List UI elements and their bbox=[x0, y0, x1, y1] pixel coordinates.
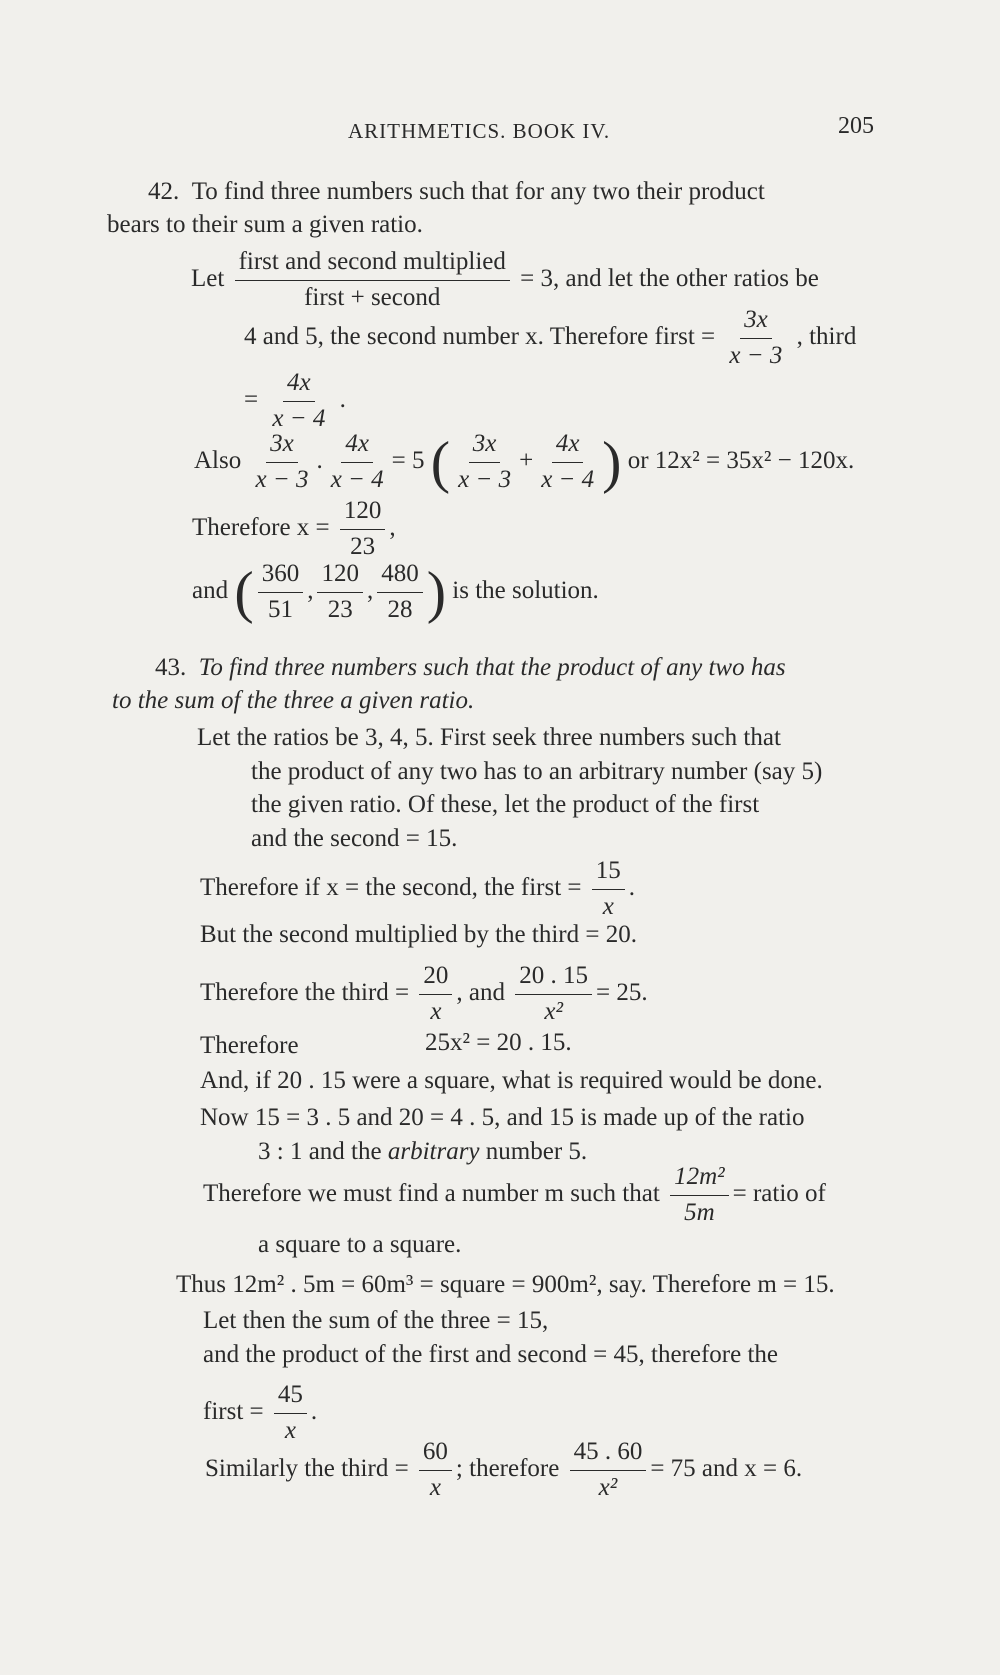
problem-43-line-5: the given ratio. Of these, let the product of the first bbox=[251, 791, 760, 818]
problem-43-line-2: to the sum of the three a given ratio. bbox=[112, 687, 475, 714]
period: . bbox=[628, 873, 636, 901]
period: . bbox=[310, 1397, 318, 1425]
text: Therefore bbox=[200, 1032, 299, 1059]
numerator: 120 bbox=[340, 497, 386, 530]
text: first = bbox=[203, 1397, 264, 1425]
denominator: x bbox=[429, 1473, 441, 1501]
problem-43-line-9 bbox=[200, 962, 648, 1027]
denominator: 28 bbox=[387, 595, 413, 623]
text: 4 and 5, the second number x. Therefore first = bbox=[244, 322, 716, 350]
plus-sign: + bbox=[519, 446, 534, 474]
problem-43-line-18: and the product of the first and second = 45, therefore the bbox=[203, 1341, 779, 1368]
comma: , bbox=[389, 513, 396, 541]
problem-number: 43. bbox=[155, 654, 187, 681]
denominator: 23 bbox=[350, 532, 376, 560]
denominator: first + second bbox=[304, 283, 441, 311]
denominator: x − 4 bbox=[330, 465, 384, 493]
problem-42-line-1 bbox=[148, 179, 765, 204]
problem-43-line-14 bbox=[203, 1163, 826, 1228]
left-paren: ( bbox=[234, 559, 254, 625]
problem-43-line-10 bbox=[200, 1033, 299, 1058]
problem-text: To find three numbers such that for any two their product bbox=[191, 178, 765, 205]
problem-42-solution-line: and ( $\frac{360}{51}$ , $\frac{120}{23}$ , $\frac{480}{28}$ ) is the solution. bbox=[192, 559, 599, 625]
problem-43-line-15: a square to a square. bbox=[258, 1231, 462, 1258]
fraction bbox=[570, 1438, 647, 1503]
fraction bbox=[454, 430, 515, 495]
problem-43-line-8: But the second multiplied by the third = 20. bbox=[200, 921, 637, 948]
text: ; therefore bbox=[455, 1454, 560, 1482]
text: number 5. bbox=[485, 1138, 588, 1165]
fraction bbox=[274, 1381, 307, 1446]
problem-42-line-2: bears to their sum a given ratio. bbox=[107, 211, 423, 238]
problem-43-line-6: and the second = 15. bbox=[251, 825, 458, 852]
period: . bbox=[339, 385, 346, 413]
italic-text: arbitrary bbox=[387, 1138, 480, 1165]
numerator: 3x bbox=[740, 306, 772, 339]
right-paren: ) bbox=[426, 559, 447, 625]
text-and: and bbox=[192, 576, 229, 604]
denominator: x − 4 bbox=[272, 404, 326, 432]
numerator: 3x bbox=[469, 430, 501, 463]
text: , third bbox=[796, 322, 857, 350]
fraction bbox=[377, 560, 423, 625]
fraction bbox=[258, 560, 304, 625]
problem-42-also-line bbox=[194, 430, 854, 495]
numerator: 4x bbox=[283, 369, 315, 402]
numerator: 480 bbox=[377, 560, 423, 593]
fraction bbox=[340, 497, 386, 562]
text-tail: or 12x² = 35x² − 120x. bbox=[627, 446, 855, 474]
problem-43-line-19 bbox=[203, 1381, 317, 1446]
numerator: 120 bbox=[317, 560, 363, 593]
fraction bbox=[251, 430, 312, 495]
page-number: 205 bbox=[838, 113, 874, 139]
numerator: 12m² bbox=[670, 1163, 729, 1196]
denominator: 23 bbox=[327, 595, 353, 623]
problem-42-line-4 bbox=[244, 306, 856, 371]
numerator: 45 . 60 bbox=[570, 1438, 647, 1471]
text-let: Let bbox=[191, 264, 225, 292]
denominator: x − 3 bbox=[255, 465, 309, 493]
problem-43-line-17: Let then the sum of the three = 15, bbox=[203, 1307, 549, 1334]
fraction bbox=[235, 248, 510, 313]
text: , and bbox=[456, 978, 506, 1006]
denominator: x bbox=[430, 997, 442, 1025]
problem-43-line-1 bbox=[155, 655, 786, 680]
denominator: x bbox=[284, 1416, 296, 1444]
text: = 75 and x = 6. bbox=[650, 1454, 803, 1482]
problem-43-line-20 bbox=[205, 1438, 802, 1503]
problem-43-line-4: the product of any two has to an arbitrary number (say 5) bbox=[251, 758, 823, 785]
numerator: 4x bbox=[341, 430, 373, 463]
fraction bbox=[515, 962, 592, 1027]
text: Therefore if x = the second, the first = bbox=[200, 873, 582, 901]
numerator: 20 . 15 bbox=[515, 962, 592, 995]
text-also: Also bbox=[194, 446, 242, 474]
text: Therefore the third = bbox=[200, 978, 410, 1006]
problem-43-line-11: And, if 20 . 15 were a square, what is required would be done. bbox=[200, 1067, 823, 1094]
denominator: 5m bbox=[684, 1198, 715, 1226]
text-tail: is the solution. bbox=[452, 576, 599, 604]
problem-42-therefore-line bbox=[192, 497, 396, 562]
text-tail: = 3, and let the other ratios be bbox=[520, 264, 819, 292]
right-paren: ) bbox=[602, 429, 622, 495]
dot: . bbox=[316, 446, 323, 474]
fraction bbox=[419, 1438, 452, 1503]
problem-text: To find three numbers such that the product of any two has bbox=[198, 654, 786, 681]
denominator: x − 3 bbox=[729, 341, 783, 369]
numerator: 4x bbox=[552, 430, 584, 463]
fraction bbox=[317, 560, 363, 625]
problem-43-line-3: Let the ratios be 3, 4, 5. First seek three numbers such that bbox=[197, 724, 781, 751]
problem-43-line-12: Now 15 = 3 . 5 and 20 = 4 . 5, and 15 is made up of the ratio bbox=[200, 1104, 805, 1131]
text: 3 : 1 and the bbox=[258, 1138, 382, 1165]
denominator: x − 3 bbox=[458, 465, 512, 493]
numerator: 15 bbox=[592, 857, 625, 890]
text: = ratio of bbox=[732, 1179, 826, 1207]
running-title: ARITHMETICS. BOOK IV. bbox=[348, 119, 611, 143]
problem-43-line-13 bbox=[258, 1139, 587, 1164]
problem-42-line-5 bbox=[244, 369, 346, 434]
fraction bbox=[419, 962, 452, 1027]
problem-number: 42. bbox=[148, 178, 180, 205]
numerator: 3x bbox=[266, 430, 298, 463]
numerator: first and second multiplied bbox=[235, 248, 510, 281]
numerator: 45 bbox=[274, 1381, 307, 1414]
text: Similarly the third = bbox=[205, 1454, 409, 1482]
fraction bbox=[268, 369, 329, 434]
denominator: x² bbox=[598, 1473, 618, 1501]
text: = 25. bbox=[596, 978, 648, 1006]
denominator: x² bbox=[544, 997, 563, 1025]
denominator: x − 4 bbox=[541, 465, 595, 493]
text: = 5 bbox=[391, 446, 425, 474]
problem-43-line-7 bbox=[200, 857, 635, 922]
numerator: 20 bbox=[419, 962, 452, 995]
problem-43-line-10-eq: 25x² = 20 . 15. bbox=[425, 1029, 572, 1056]
left-paren: ( bbox=[430, 429, 451, 495]
fraction bbox=[327, 430, 388, 495]
numerator: 360 bbox=[258, 560, 304, 593]
fraction bbox=[725, 306, 786, 371]
fraction bbox=[537, 430, 598, 495]
fraction bbox=[670, 1163, 729, 1228]
denominator: x bbox=[602, 892, 614, 920]
text: Therefore we must find a number m such that bbox=[203, 1179, 660, 1207]
text: Therefore x = bbox=[192, 513, 330, 541]
fraction bbox=[592, 857, 625, 922]
equals-sign: = bbox=[244, 385, 259, 413]
denominator: 51 bbox=[267, 595, 293, 623]
problem-42-line-3 bbox=[191, 248, 819, 313]
problem-43-line-16: Thus 12m² . 5m = 60m³ = square = 900m², say. Therefore m = 15. bbox=[176, 1271, 835, 1298]
numerator: 60 bbox=[419, 1438, 452, 1471]
